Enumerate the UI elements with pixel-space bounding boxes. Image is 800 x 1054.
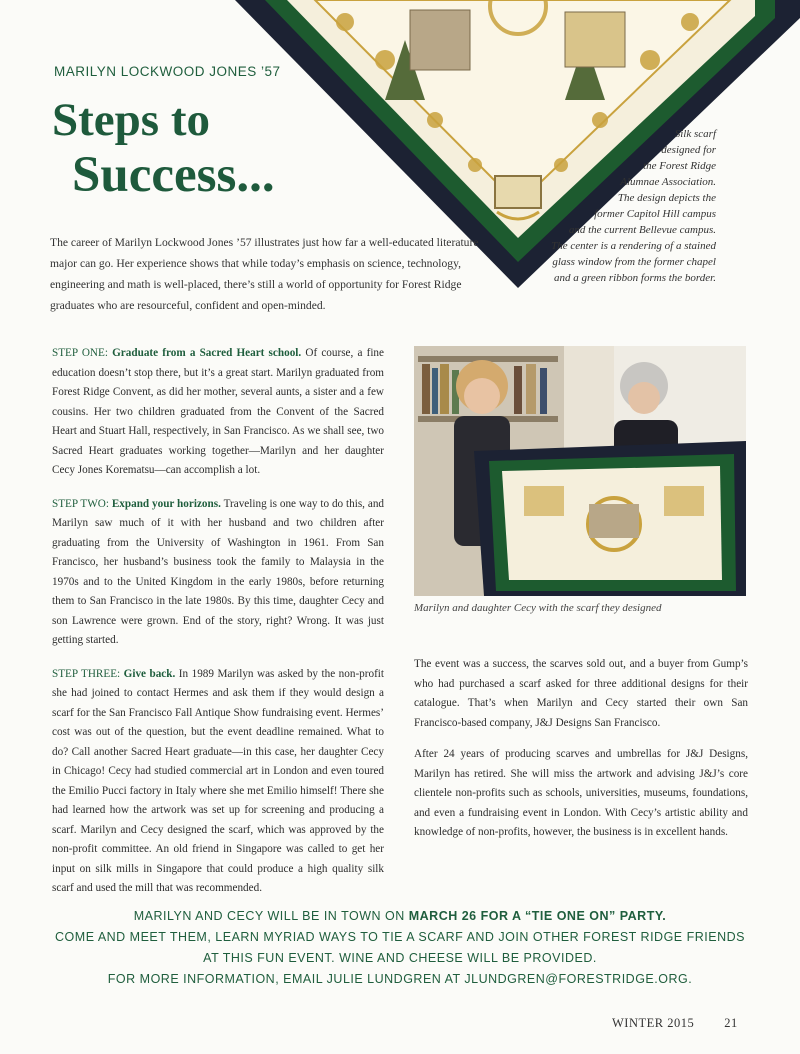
right-paragraph: The event was a success, the scarves sold out, and a buyer from Gump’s who had purchased a scarf asked for three additional designs for their catalogue. That’s when Marilyn and Cecy started their own San Francisco-based company, J&J Designs San Francisco.	[414, 658, 748, 729]
scarf-caption-line: Alumnae Association.	[620, 176, 716, 188]
right-paragraph: After 24 years of producing scarves and umbrellas for J&J Designs, Marilyn has retired. She will miss the artwork and advising J&J’s core clientele non-profits such as schools, universities, museums, foundations, and even a fundraising event in London. With Cecy’s artistic ability and knowledge of non-profits, however, the business is in excellent hands.	[414, 748, 748, 838]
scarf-caption-line: and the current Bellevue campus.	[568, 224, 716, 236]
scarf-caption-line: Silk scarf	[674, 128, 716, 140]
photo-caption: Marilyn and daughter Cecy with the scarf they designed	[414, 602, 662, 614]
step-heading: Give back.	[123, 667, 176, 680]
intro-paragraph: The career of Marilyn Lockwood Jones ’57 illustrates just how far a well-educated literature major can go. Her experience shows that while today’s emphasis on science, technology, engineering and math is well-placed, there’s still a world of opportunity for Forest Ridge graduates who are resourceful, confident and open-minded.	[50, 236, 479, 312]
photo-marilyn-and-cecy	[414, 346, 746, 596]
step-heading: Expand your horizons.	[111, 497, 221, 510]
promo-line: AT THIS FUN EVENT. WINE AND CHEESE WILL BE PROVIDED.	[203, 951, 597, 965]
scarf-caption-line: designed for	[661, 144, 716, 156]
steps-column	[52, 344, 384, 913]
promo-line: FOR MORE INFORMATION, EMAIL JULIE LUNDGREN AT JLUNDGREN@FORESTRIDGE.ORG.	[107, 972, 693, 986]
page-footer	[612, 1016, 738, 1031]
scarf-caption-line: glass window from the former chapel	[552, 256, 716, 268]
scarf-caption-line: The center is a rendering of a stained	[551, 240, 716, 252]
page-number: 21	[724, 1016, 738, 1030]
step-three	[52, 665, 384, 899]
scarf-caption-line: the Forest Ridge	[643, 160, 716, 172]
right-column	[414, 655, 748, 855]
step-two	[52, 495, 384, 651]
article-title-line1: Steps to	[52, 94, 210, 146]
promo-highlight: MARCH 26 FOR A “TIE ONE ON” PARTY.	[408, 909, 667, 923]
scarf-caption-line: and a green ribbon forms the border.	[553, 272, 716, 284]
article-title-line2: Success...	[72, 147, 275, 203]
step-heading: Graduate from a Sacred Heart school.	[112, 347, 302, 359]
photo-illustration	[414, 346, 746, 596]
step-body: Traveling is one way to do this, and Marilyn saw much of it with her husband and two children after graduating from the University of Washington in 1961. From San Francisco, her husband’s business took the family to Malaysia in the 1970s and to the United Kingdom in the early 1980s, before returning them to San Francisco in the late 1980s. By this time, daughter Cecy and son Lawrence were grown. End of the story, right? Wrong. It was just getting started.	[52, 497, 385, 646]
scarf-caption-line: The design depicts the	[617, 192, 716, 204]
promo-text: MARILYN AND CECY WILL BE IN TOWN ON	[133, 909, 409, 923]
step-label: STEP ONE:	[52, 347, 108, 359]
step-one	[52, 344, 384, 481]
step-label: STEP TWO:	[52, 497, 109, 510]
step-body: In 1989 Marilyn was asked by the non-profit she had joined to contact Hermes and ask them if they would design a scarf for the San Francisco Fall Antique Show fundraising event. Hermes’ cost was out of the question, but the event deadline remained. What to do? Call another Sacred Heart graduate—in this case, her daughter Cecy in Chicago! Cecy had studied commercial art in London and even toured the Emilio Pucci factory in Italy where she met Emilio himself! There she had learned how the artwork was set up for screening and producing a scarf. Marilyn and Cecy designed the scarf, which was approved by the non-profit committee. An old friend in Singapore was called to get her input on silk mills in Singapore that could produce a high quality silk scarf and used the mill that was recommended.	[52, 667, 385, 894]
author-kicker: MARILYN LOCKWOOD JONES ’57	[54, 64, 281, 79]
issue-label: WINTER 2015	[612, 1016, 695, 1030]
step-label: STEP THREE:	[52, 667, 121, 680]
step-body: Of course, a fine education doesn’t stop there, but it’s a great start. Marilyn graduated from Forest Ridge Convent, as did her mother, several aunts, a sister and a few cousins. Her two children graduated from the Convent of the Sacred Heart and Stuart Hall, respectively, in San Francisco. As we shall see, two Sacred Heart graduates working together—Marilyn and her daughter Cecy Jones Korematsu—can accomplish a lot.	[52, 347, 384, 476]
promo-line: COME AND MEET THEM, LEARN MYRIAD WAYS TO TIE A SCARF AND JOIN OTHER FOREST RIDGE FRIENDS	[55, 930, 745, 944]
promo-line	[0, 906, 800, 927]
scarf-caption-line: former Capitol Hill campus	[594, 208, 716, 220]
event-promo	[0, 906, 800, 990]
